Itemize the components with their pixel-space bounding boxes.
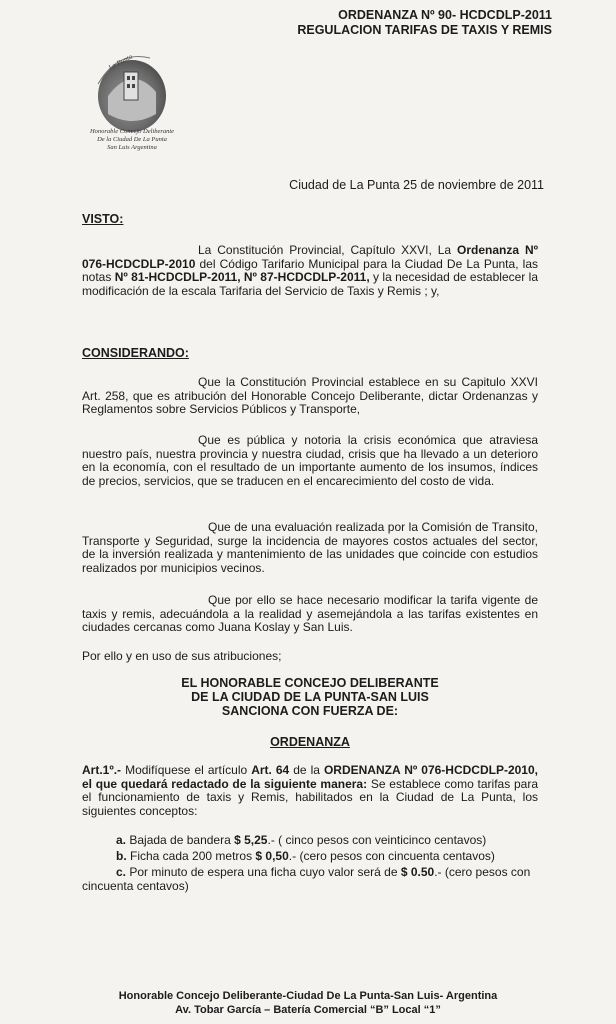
tariff-item-b: b. Ficha cada 200 metros $ 0,50.- (cero pesos con cincuenta centavos): [116, 849, 495, 863]
visto-paragraph: La Constitución Provincial, Capítulo XXVI, La Ordenanza Nº 076-HCDCDLP-2010 del Código Tarifario Municipal para la Ciudad De La Punta, las notas Nº 81-HCDCDLP-2011, Nº 87-HCDCDLP-2011, y la necesidad de establecer la modificación de la escala Tarifaria del Servicio de Taxis y Remis ; y,: [82, 243, 538, 299]
logo-arc-text: La Punta: [107, 52, 134, 72]
date-line: Ciudad de La Punta 25 de noviembre de 2011: [289, 178, 544, 192]
sanciona-line: EL HONORABLE CONCEJO DELIBERANTE: [181, 676, 439, 690]
considerando-paragraph-5: Por ello y en uso de sus atribuciones;: [82, 649, 282, 663]
logo-caption-line: De la Ciudad De La Punta: [97, 136, 167, 143]
considerando-paragraph-2: Que es pública y notoria la crisis económica que atraviesa nuestro país, nuestra provincia y nuestra ciudad, crisis que ha llevado a un deterioro en la economía, con el resultado de un importante aumento de los insumos, índices de precios, servicios, que se traducen en el encarecimiento del costo de vida.: [82, 433, 538, 489]
tariff-item-a: a. Bajada de bandera $ 5,25.- ( cinco pesos con veinticinco centavos): [116, 833, 487, 847]
article-1: Art.1º.- Modifíquese el artículo Art. 64 de la ORDENANZA Nº 076-HCDCDLP-2010, el que quedará redactado de la siguiente manera: Se establece como tarifas para el funcionamiento de taxis y Remis, habilitados en la Ciudad de La Punta, los siguientes conceptos:: [82, 763, 538, 819]
sanciona-block: [82, 676, 538, 718]
considerando-heading: CONSIDERANDO:: [82, 346, 189, 360]
logo-caption-line: San Luis Argentina: [107, 144, 157, 151]
ordenanza-title: ORDENANZA: [270, 735, 350, 749]
footer-line-1: Honorable Concejo Deliberante-Ciudad De La Punta-San Luis- Argentina: [118, 990, 498, 1002]
tariff-item-c: c. Por minuto de espera una ficha cuyo valor será de $ 0.50.- (cero pesos con cincuenta centavos): [82, 865, 531, 893]
logo-caption-line: Honorable Concejo Deliberante: [89, 128, 175, 135]
council-logo: [88, 44, 178, 134]
visto-heading: VISTO:: [82, 212, 124, 226]
ordinance-subject: REGULACION TARIFAS DE TAXIS Y REMIS: [297, 23, 552, 37]
considerando-paragraph-3: Que de una evaluación realizada por la Comisión de Transito, Transporte y Seguridad, surge la incidencia de mayores costos actuales del sector, de la inversión realizada y mantenimiento de las unidades que coincide con estudios realizados por municipios vecinos.: [82, 520, 538, 576]
ordinance-number: ORDENANZA Nº 90- HCDCDLP-2011: [338, 8, 552, 22]
considerando-paragraph-4: Que por ello se hace necesario modificar la tarifa vigente de taxis y remis, adecuándola a la realidad y asemejándola a las tarifas existentes en ciudades cercanas como Juana Koslay y San Luis.: [82, 593, 538, 635]
sanciona-line: DE LA CIUDAD DE LA PUNTA-SAN LUIS: [191, 690, 429, 704]
considerando-paragraph-1: Que la Constitución Provincial establece en su Capitulo XXVI Art. 258, que es atribución del Honorable Concejo Deliberante, dictar Ordenanzas y Reglamentos sobre Servicios Públicos y Transporte,: [82, 375, 538, 417]
sanciona-line: SANCIONA CON FUERZA DE:: [221, 704, 399, 718]
footer-line-2: Av. Tobar García – Batería Comercial “B” Local “1”: [175, 1004, 441, 1016]
logo-caption: [82, 128, 182, 152]
